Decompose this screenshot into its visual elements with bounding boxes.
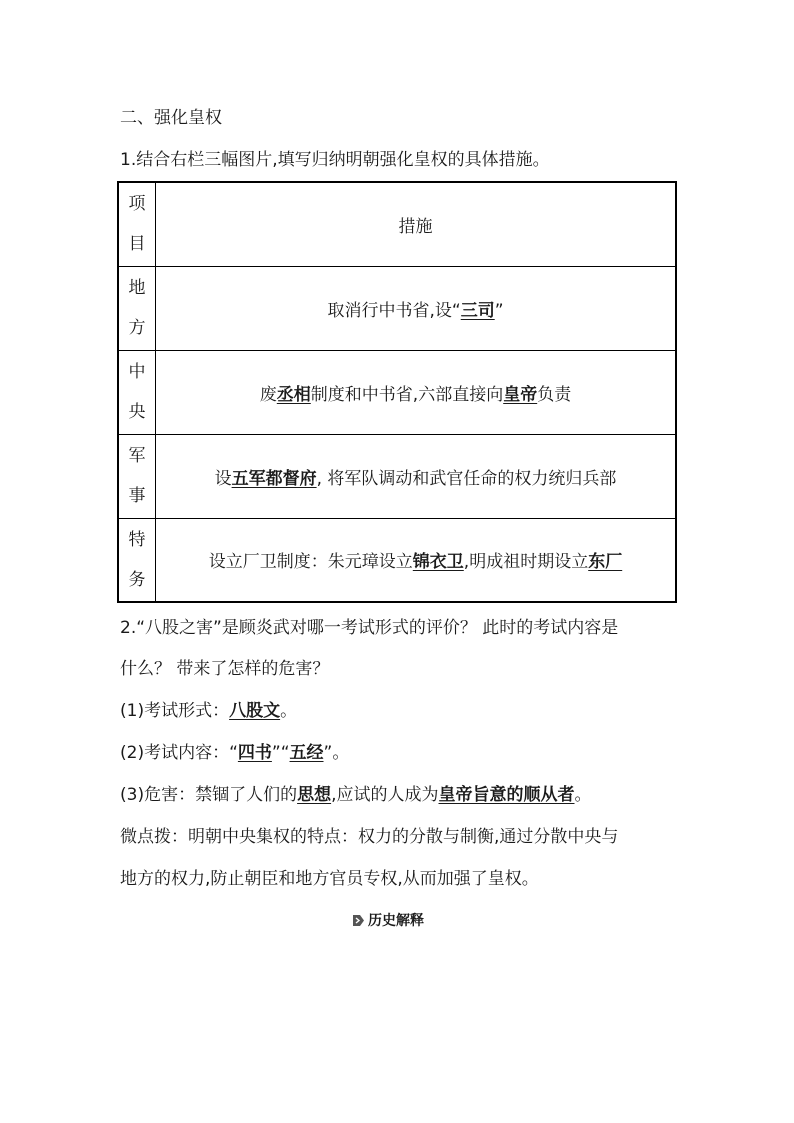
row-label-char: 央 xyxy=(128,402,146,422)
text-segment: 废 xyxy=(259,384,277,405)
text-segment: (3)危害：禁锢了人们的 xyxy=(120,785,298,805)
header-label-char: 项 xyxy=(128,194,146,215)
answer-line-exam-content xyxy=(120,743,349,763)
text-segment: 。 xyxy=(280,701,298,721)
answer-line-exam-form xyxy=(120,701,297,721)
measures-table-body xyxy=(118,182,676,602)
row-label-cell xyxy=(118,518,156,602)
answer-line-harm xyxy=(120,785,592,805)
row-label-char: 地 xyxy=(128,278,146,298)
header-label-char: 目 xyxy=(128,234,146,255)
question-2-line-2: 什么？ 带来了怎样的危害？ xyxy=(120,659,330,679)
answer-text: 八股文 xyxy=(229,701,281,721)
text-segment: ”“ xyxy=(271,743,290,763)
header-content-cell: 措施 xyxy=(156,182,677,266)
section-footer-label xyxy=(352,910,424,930)
row-label-char: 军 xyxy=(128,446,146,466)
text-segment: 负责 xyxy=(537,384,572,405)
row-content-cell xyxy=(156,266,677,350)
row-label-char: 事 xyxy=(128,486,146,506)
row-label-char: 中 xyxy=(128,362,146,382)
document-arrow-icon xyxy=(352,914,365,927)
answer-text: 皇帝 xyxy=(503,384,538,405)
text-segment: ” xyxy=(494,300,504,321)
text-segment: (2)考试内容：“ xyxy=(120,743,238,763)
answer-text: 五经 xyxy=(289,743,324,763)
text-segment: 。 xyxy=(574,785,592,805)
answer-text: 丞相 xyxy=(276,384,311,405)
answer-text: 三司 xyxy=(460,300,495,321)
text-segment: (1)考试形式： xyxy=(120,701,230,721)
footer-label-text: 历史解释 xyxy=(368,913,424,929)
row-content-cell xyxy=(156,518,677,602)
row-label-cell xyxy=(118,266,156,350)
note-line-1: 微点拨：明朝中央集权的特点：权力的分散与制衡,通过分散中央与 xyxy=(120,827,619,847)
text-segment: 设 xyxy=(214,468,232,489)
header-label-cell xyxy=(118,182,156,266)
answer-text: 四书 xyxy=(237,743,272,763)
question-1-prompt: 1.结合右栏三幅图片,填写归纳明朝强化皇权的具体措施。 xyxy=(120,150,550,170)
text-segment: 取消行中书省,设“ xyxy=(327,300,461,321)
answer-text: 东厂 xyxy=(588,552,623,573)
row-content-cell xyxy=(156,434,677,518)
text-segment: ,明成祖时期设立 xyxy=(463,552,589,573)
answer-text: 皇帝旨意的顺从者 xyxy=(438,785,575,805)
row-label-cell xyxy=(118,350,156,434)
row-label-char: 方 xyxy=(128,318,146,338)
row-content-cell xyxy=(156,350,677,434)
table-row xyxy=(118,434,676,518)
row-label-cell xyxy=(118,434,156,518)
answer-text: 五军都督府 xyxy=(231,468,317,489)
text-segment: , 将军队调动和武官任命的权力统归兵部 xyxy=(316,468,617,489)
measures-table xyxy=(117,181,677,603)
answer-text: 思想 xyxy=(297,785,332,805)
table-header-row xyxy=(118,182,676,266)
text-segment: 设立厂卫制度：朱元璋设立 xyxy=(208,552,413,573)
question-2-line-1: 2.“八股之害”是顾炎武对哪一考试形式的评价？ 此时的考试内容是 xyxy=(120,618,619,638)
text-segment: ,应试的人成为 xyxy=(331,785,439,805)
answer-text: 锦衣卫 xyxy=(412,552,464,573)
table-row xyxy=(118,350,676,434)
table-row xyxy=(118,518,676,602)
section-title: 二、强化皇权 xyxy=(120,108,222,128)
note-line-2: 地方的权力,防止朝臣和地方官员专权,从而加强了皇权。 xyxy=(120,869,539,889)
row-label-char: 特 xyxy=(128,529,146,550)
text-segment: 制度和中书省,六部直接向 xyxy=(310,384,504,405)
text-segment: ”。 xyxy=(323,743,350,763)
row-label-char: 务 xyxy=(128,569,146,590)
table-row xyxy=(118,266,676,350)
